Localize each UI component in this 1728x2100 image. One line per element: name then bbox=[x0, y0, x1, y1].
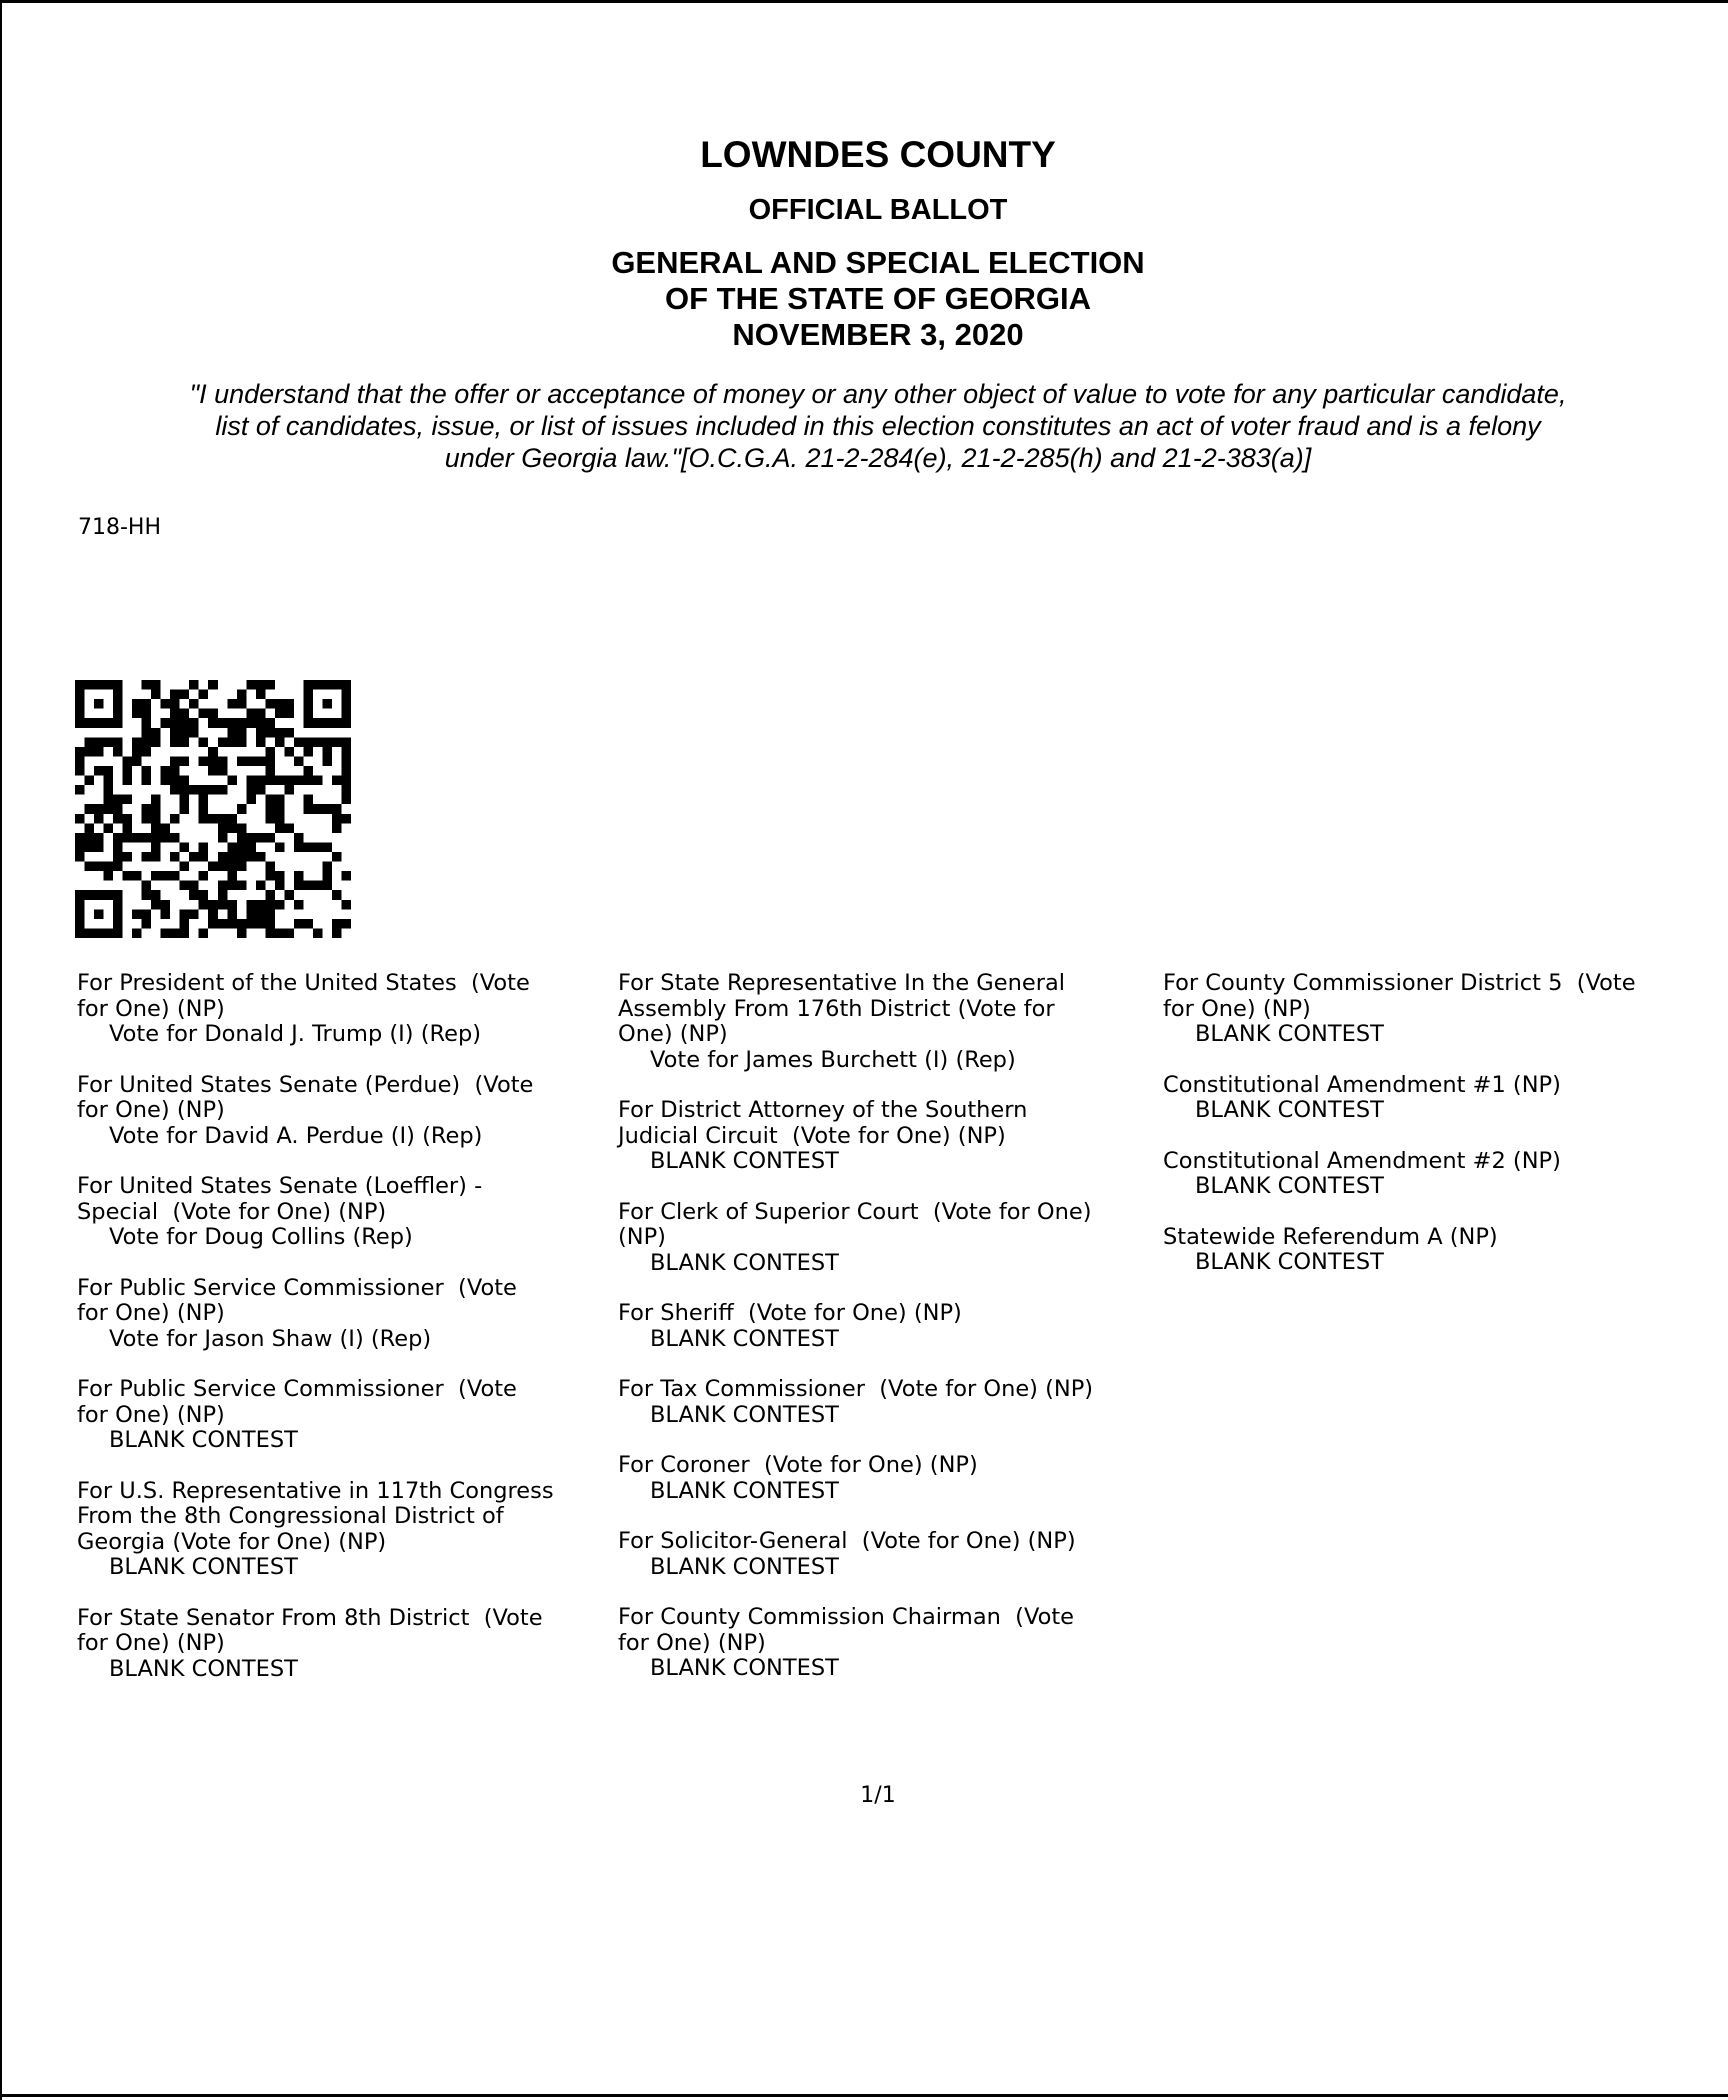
contest-selection: Vote for Doug Collins (Rep) bbox=[109, 1224, 413, 1250]
voter-fraud-notice bbox=[60, 378, 1696, 474]
contest-selection: BLANK CONTEST bbox=[650, 1553, 839, 1580]
contest-selection: Vote for Donald J. Trump (I) (Rep) bbox=[109, 1021, 482, 1047]
contest-item bbox=[77, 971, 617, 1048]
contest-title: For U.S. Representative in 117th Congress From the 8th Congressional District of Georgia (Vote for One) (NP) bbox=[77, 1477, 554, 1555]
contest-title: For District Attorney of the Southern Judicial Circuit (Vote for One) (NP) bbox=[618, 1097, 1028, 1149]
contest-item bbox=[77, 1276, 617, 1353]
contest-item bbox=[77, 1073, 617, 1150]
contest-title: Constitutional Amendment #2 (NP) bbox=[1163, 1147, 1561, 1174]
contest-selection: BLANK CONTEST bbox=[109, 1554, 298, 1580]
contest-title: For Tax Commissioner (Vote for One) (NP) bbox=[618, 1376, 1094, 1402]
election-title-line2: OF THE STATE OF GEORGIA bbox=[665, 281, 1091, 316]
contest-title: For Public Service Commissioner (Vote for One) (NP) bbox=[77, 1376, 517, 1428]
contest-item bbox=[77, 1606, 617, 1683]
contest-item bbox=[618, 1377, 1158, 1428]
contest-selection: BLANK CONTEST bbox=[650, 1325, 839, 1352]
contest-title: For United States Senate (Loeffler) - Special (Vote for One) (NP) bbox=[77, 1173, 483, 1225]
contest-selection: Vote for Jason Shaw (I) (Rep) bbox=[109, 1325, 432, 1352]
contest-title: For United States Senate (Perdue) (Vote for One) (NP) bbox=[77, 1071, 534, 1123]
page-number: 1/1 bbox=[860, 1783, 896, 1808]
bottom-border-line bbox=[0, 2094, 1728, 2097]
contest-item bbox=[618, 1453, 1158, 1504]
contest-item bbox=[618, 1200, 1158, 1277]
contest-title: For Public Service Commissioner (Vote for One) (NP) bbox=[77, 1274, 517, 1326]
contest-title: For Clerk of Superior Court (Vote for One) (NP) bbox=[618, 1198, 1092, 1250]
contest-title: Constitutional Amendment #1 (NP) bbox=[1163, 1071, 1561, 1098]
contest-title: For Sheriff (Vote for One) (NP) bbox=[618, 1300, 962, 1326]
contest-selection: BLANK CONTEST bbox=[650, 1148, 839, 1174]
contest-selection: Vote for David A. Perdue (I) (Rep) bbox=[109, 1122, 483, 1149]
ballot-type-title: OFFICIAL BALLOT bbox=[748, 194, 1008, 226]
election-title bbox=[0, 245, 1728, 353]
contest-item bbox=[1163, 1149, 1728, 1200]
contest-item bbox=[77, 1377, 617, 1454]
contest-item bbox=[77, 1174, 617, 1251]
contest-title: For President of the United States (Vote for One) (NP) bbox=[77, 970, 530, 1022]
notice-line-3: under Georgia law."[O.C.G.A. 21-2-284(e), 21-2-285(h) and 21-2-383(a)] bbox=[444, 443, 1312, 473]
election-date: NOVEMBER 3, 2020 bbox=[732, 317, 1024, 352]
contest-selection: BLANK CONTEST bbox=[1195, 1249, 1384, 1275]
contest-selection: BLANK CONTEST bbox=[1195, 1021, 1384, 1047]
contest-selection: BLANK CONTEST bbox=[650, 1655, 839, 1681]
contest-selection: BLANK CONTEST bbox=[650, 1477, 839, 1504]
contest-selection: BLANK CONTEST bbox=[109, 1427, 298, 1453]
qr-code-icon bbox=[75, 680, 351, 938]
contest-title: For State Representative In the General Assembly From 176th District (Vote for One) (NP) bbox=[618, 970, 1065, 1047]
contest-item bbox=[1163, 1073, 1728, 1124]
contest-selection: BLANK CONTEST bbox=[1195, 1097, 1384, 1123]
contest-selection: BLANK CONTEST bbox=[650, 1401, 839, 1428]
contest-title: For Coroner (Vote for One) (NP) bbox=[618, 1452, 978, 1478]
contest-selection: BLANK CONTEST bbox=[109, 1655, 298, 1682]
ballot-style-code: 718-HH bbox=[78, 515, 162, 540]
contest-selection: BLANK CONTEST bbox=[1195, 1173, 1384, 1199]
contest-title: Statewide Referendum A (NP) bbox=[1163, 1223, 1498, 1250]
contest-column-1 bbox=[77, 971, 617, 1707]
contest-item bbox=[618, 1301, 1158, 1352]
top-border-line bbox=[0, 0, 1728, 3]
contest-item bbox=[618, 971, 1158, 1073]
contest-selection: Vote for James Burchett (I) (Rep) bbox=[650, 1046, 1016, 1073]
contest-item bbox=[1163, 1225, 1728, 1276]
contest-title: For County Commissioner District 5 (Vote for One) (NP) bbox=[1163, 971, 1636, 1022]
contest-selection: BLANK CONTEST bbox=[650, 1249, 839, 1276]
notice-line-2: list of candidates, issue, or list of issues included in this election constitutes an act of voter fraud and is a felony bbox=[215, 411, 1541, 441]
contest-item bbox=[77, 1479, 617, 1581]
contest-title: For County Commission Chairman (Vote for One) (NP) bbox=[618, 1604, 1075, 1656]
contest-column-2 bbox=[618, 971, 1158, 1707]
contest-item bbox=[1163, 971, 1728, 1048]
contest-item bbox=[618, 1605, 1158, 1682]
election-title-line1: GENERAL AND SPECIAL ELECTION bbox=[611, 245, 1145, 280]
contest-item bbox=[618, 1529, 1158, 1580]
contest-title: For Solicitor-General (Vote for One) (NP) bbox=[618, 1528, 1076, 1554]
contest-item bbox=[618, 1098, 1158, 1175]
notice-line-1: "I understand that the offer or acceptance of money or any other object of value to vote for any particular candidate, bbox=[189, 379, 1567, 409]
county-title: LOWNDES COUNTY bbox=[700, 134, 1056, 175]
contest-title: For State Senator From 8th District (Vote for One) (NP) bbox=[77, 1604, 543, 1656]
contest-column-3 bbox=[1163, 971, 1728, 1301]
